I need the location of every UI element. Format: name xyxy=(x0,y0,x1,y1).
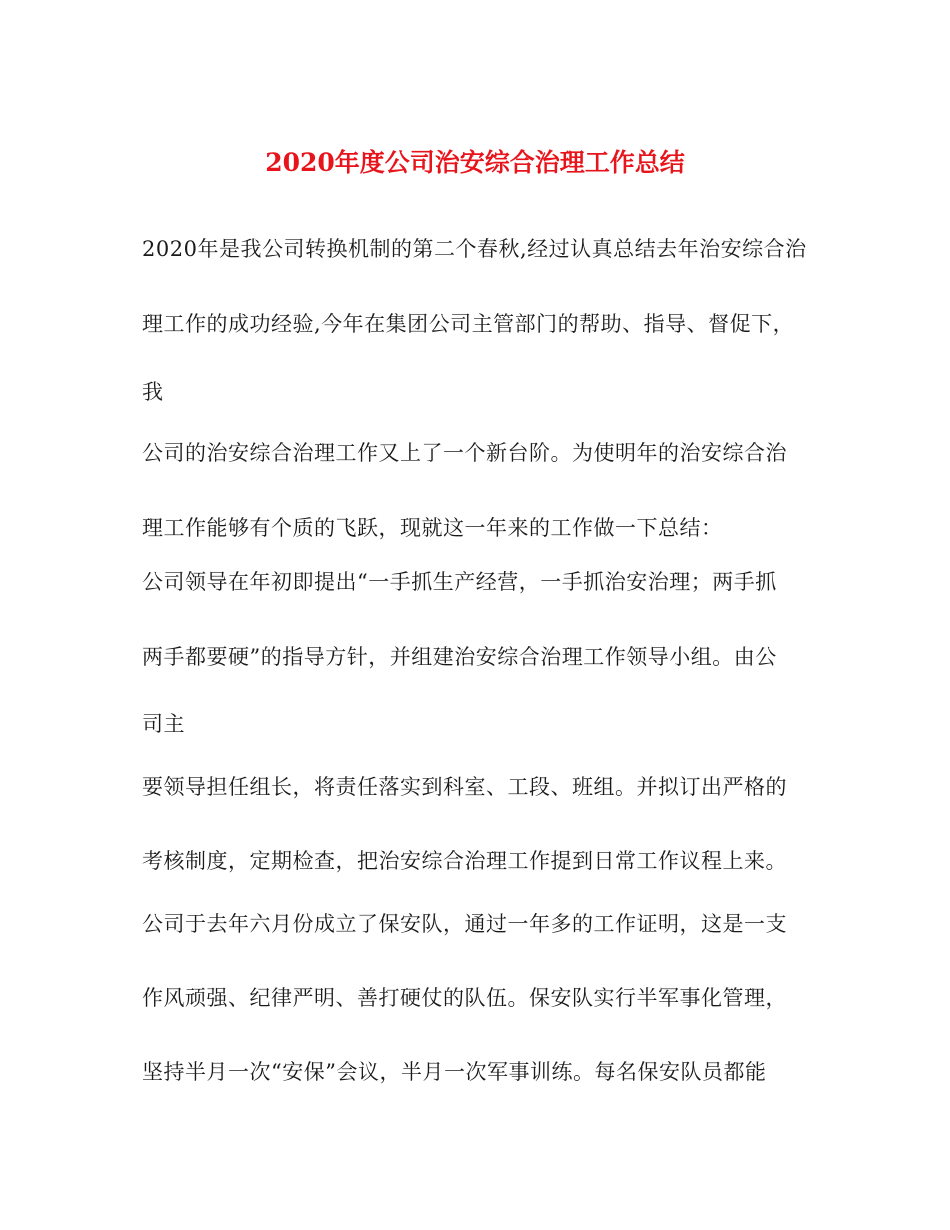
body-line: 公司于去年六月份成立了保安队，通过一年多的工作证明，这是一支 xyxy=(142,912,787,936)
body-line: 理工作的成功经验,今年在集团公司主管部门的帮助、指导、督促下， xyxy=(142,312,795,336)
body-line: 公司领导在年初即提出“一手抓生产经营，一手抓治安治理；两手抓 xyxy=(142,570,777,594)
body-line: 考核制度，定期检查，把治安综合治理工作提到日常工作议程上来。 xyxy=(142,849,787,873)
body-line: 要领导担任组长，将责任落实到科室、工段、班组。并拟订出严格的 xyxy=(142,775,787,799)
body-line: 两手都要硬”的指导方针，并组建治安综合治理工作领导小组。由公 xyxy=(142,645,777,669)
body-line: 2020年是我公司转换机制的第二个春秋,经过认真总结去年治安综合治 xyxy=(142,237,807,261)
body-line: 坚持半月一次“安保”会议，半月一次军事训练。每名保安队员都能 xyxy=(142,1060,767,1084)
document-title: 2020年度公司治安综合治理工作总结 xyxy=(265,148,685,177)
body-line: 作风顽强、纪律严明、善打硬仗的队伍。保安队实行半军事化管理， xyxy=(142,986,787,1010)
body-line: 公司的治安综合治理工作又上了一个新台阶。为使明年的治安综合治 xyxy=(142,441,787,465)
body-line: 我 xyxy=(142,380,164,404)
body-line: 理工作能够有个质的飞跃，现就这一年来的工作做一下总结： xyxy=(142,516,723,540)
body-line: 司主 xyxy=(142,712,185,736)
